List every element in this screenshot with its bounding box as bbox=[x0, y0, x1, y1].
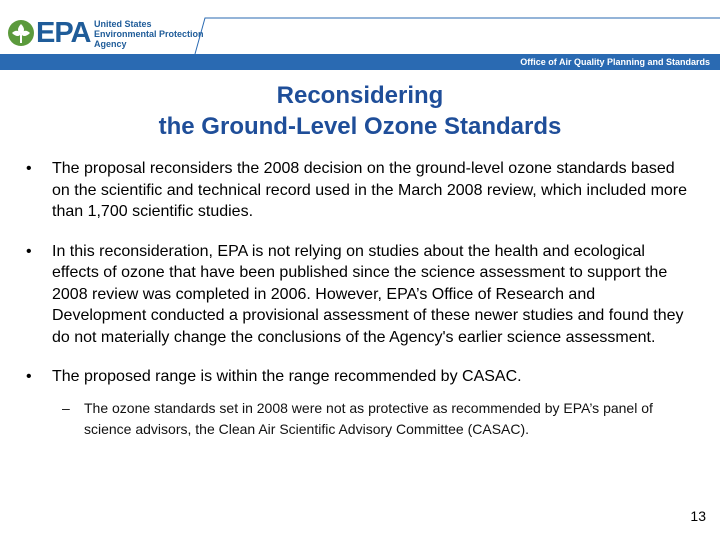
office-name: Office of Air Quality Planning and Standards bbox=[520, 57, 710, 67]
bullet-text: The proposal reconsiders the 2008 decision on the ground-level ozone standards based on the scientific and technical record used in the March 2008 review, which included more than 1,700 scientific studies. bbox=[52, 160, 688, 220]
agency-line: Agency bbox=[94, 39, 127, 49]
bullet-text: The proposed range is within the range recommended by CASAC. bbox=[52, 368, 522, 385]
bullet-marker: • bbox=[26, 242, 32, 260]
sub-bullet-marker: – bbox=[62, 399, 70, 416]
header-outline bbox=[0, 0, 720, 56]
title-line: Reconsidering bbox=[276, 82, 444, 109]
bullet-item bbox=[20, 241, 690, 349]
bullet-list bbox=[20, 158, 690, 440]
title-line: the Ground-Level Ozone Standards bbox=[158, 113, 562, 140]
bullet-marker: • bbox=[26, 368, 32, 385]
bullet-marker: • bbox=[26, 160, 32, 177]
page-number: 13 bbox=[690, 508, 706, 524]
bullet-item bbox=[20, 158, 690, 223]
slide-title bbox=[0, 80, 720, 142]
bullet-item bbox=[20, 366, 690, 388]
sub-bullet-item bbox=[20, 398, 690, 440]
sub-bullet-text: The ozone standards set in 2008 were not as protective as recommended by EPA’s panel of science advisors, the Clean Air Scientific Advisory Committee (CASAC). bbox=[84, 399, 653, 437]
bullet-text: In this reconsideration, EPA is not relying on studies about the health and ecological effects of ozone that have been published since the science assessment to support the 2008 review was completed in 2006. However, EPA’s Office of Research and Development conducted a provisional assessment of these newer studies and found they do not materially change the conclusions of the Agency's earlier science assessment. bbox=[52, 242, 684, 346]
slide-header bbox=[0, 0, 720, 70]
agency-line: United States bbox=[94, 19, 152, 29]
agency-line: Environmental Protection bbox=[94, 29, 204, 39]
logo-text: EPA bbox=[36, 17, 91, 49]
